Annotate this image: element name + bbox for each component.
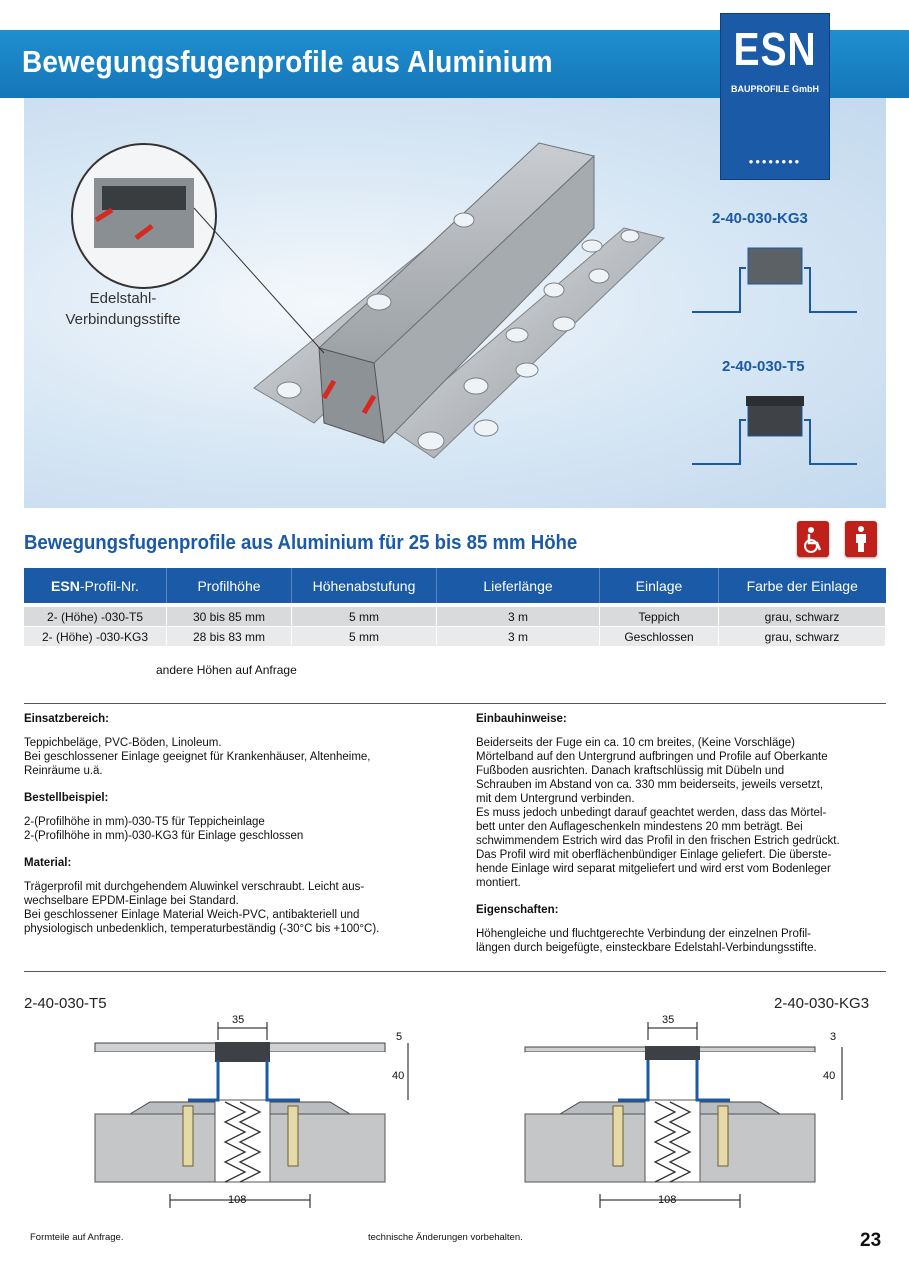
table-cell: 2- (Höhe) -030-KG3 [24,627,167,647]
bestell-heading: Bestellbeispiel: [24,792,109,804]
table-cell: 2- (Höhe) -030-T5 [24,607,167,627]
table-cell: 5 mm [292,627,437,647]
person-icon [845,521,877,557]
material-text: Trägerprofil mit durchgehendem Aluwinkel verschraubt. Leicht aus- wechselbare EPDM-Einlage bei Standard. Bei geschlossener Einlage Material Weich-PVC, antibakteriell und physiologisch unbedenklich, temperaturbeständig (-30°C bis +100°C). [24,881,380,935]
dim-base-kg3: 108 [658,1194,677,1206]
dim-height-t5: 40 [392,1070,405,1082]
einbau-text: Beiderseits der Fuge ein ca. 10 cm breites, (Keine Vorschläge) Mörtelband auf den Untergrund aufbringen und Profile auf Oberkante Fußboden ausrichten. Danach kraftschlüssig mit Dübeln und Schrauben im Abstand von ca. 330 mm beiderseits, jeweils versetzt, mit dem Untergrund verbinden. Es muss jedoch unbedingt darauf geachtet werden, dass das Mörtel- bett unter den Auflageschenkeln mindestens 20 mm beträgt. Bei schwimmendem Estrich wird das Profil in den frischen Estrich gedrückt. Das Profil wird mit oberflächenbündiger Einlage geliefert. Die überste- hende Einlage wird separat mitgeliefert und wird erst vom Bodenleger montiert. [476,737,840,889]
variant-label-t5: 2-40-030-T5 [722,358,805,375]
logo-subtext: BAUPROFILE GmbH [730,84,819,94]
th-insert: Einlage [600,568,719,603]
table-cell: grau, schwarz [719,607,886,627]
page-number: 23 [860,1230,882,1251]
table-cell: 3 m [437,607,600,627]
callout-label: Edelstahl-Verbindungsstifte [65,290,181,328]
eigen-text: Höhengleiche und fluchtgerechte Verbindung der einzelnen Profil- längen durch beigefügte, einsteckbare Edelstahl-Verbindungsstifte. [476,928,817,954]
wheelchair-icon [797,521,829,557]
esn-logo [720,13,830,180]
product-table [24,568,886,646]
dim-width-kg3: 35 [662,1014,675,1026]
dim-top-kg3: 3 [830,1031,837,1043]
footer-left-note: Formteile auf Anfrage. [30,1232,124,1243]
einsatz-text: Teppichbeläge, PVC-Böden, Linoleum. Bei geschlossener Einlage geeignet für Krankenhäuser, Altenheime, Reinräume u.ä. [24,737,371,777]
logo-dots: •••••••• [748,154,802,169]
technical-drawing-kg3 [520,1010,860,1220]
table-cell: Geschlossen [600,627,719,647]
drawing-label-kg3: 2-40-030-KG3 [774,995,870,1012]
dim-height-kg3: 40 [823,1070,836,1082]
th-step: Höhenabstufung [292,568,437,603]
einbau-heading: Einbauhinweise: [476,713,567,725]
left-text-column [24,712,444,949]
table-cell: 28 bis 83 mm [167,627,292,647]
divider [24,971,886,972]
dim-base-t5: 108 [228,1194,247,1206]
th-insert-color: Farbe der Einlage [719,568,886,603]
dim-top-t5: 5 [396,1031,403,1043]
table-note: andere Höhen auf Anfrage [156,663,297,677]
table-cell: 3 m [437,627,600,647]
section-title: Bewegungsfugenprofile aus Aluminium für 25 bis 85 mm Höhe [24,532,578,554]
th-height: Profilhöhe [167,568,292,603]
bestell-text: 2-(Profilhöhe in mm)-030-T5 für Teppicheinlage 2-(Profilhöhe in mm)-030-KG3 für Einlage geschlossen [24,816,304,842]
table-row [24,627,886,647]
table-cell: grau, schwarz [719,627,886,647]
table-cell: Teppich [600,607,719,627]
th-length: Lieferlänge [437,568,600,603]
dim-width-t5: 35 [232,1014,245,1026]
table-cell: 5 mm [292,607,437,627]
table-cell: 30 bis 85 mm [167,607,292,627]
footer-center-note: technische Änderungen vorbehalten. [368,1232,523,1243]
right-text-column [476,712,886,968]
technical-drawing-t5 [90,1010,420,1220]
eigen-heading: Eigenschaften: [476,904,559,916]
table-header-row [24,568,886,603]
divider [24,703,886,704]
variant-label-kg3: 2-40-030-KG3 [712,210,808,227]
logo-text: ESN [733,23,817,75]
material-heading: Material: [24,857,72,869]
table-row [24,607,886,627]
einsatz-heading: Einsatzbereich: [24,713,109,725]
page-title: Bewegungsfugenprofile aus Aluminium [22,44,553,79]
th-profile-no: ESN-Profil-Nr. [24,568,167,603]
drawing-label-t5: 2-40-030-T5 [24,995,107,1012]
